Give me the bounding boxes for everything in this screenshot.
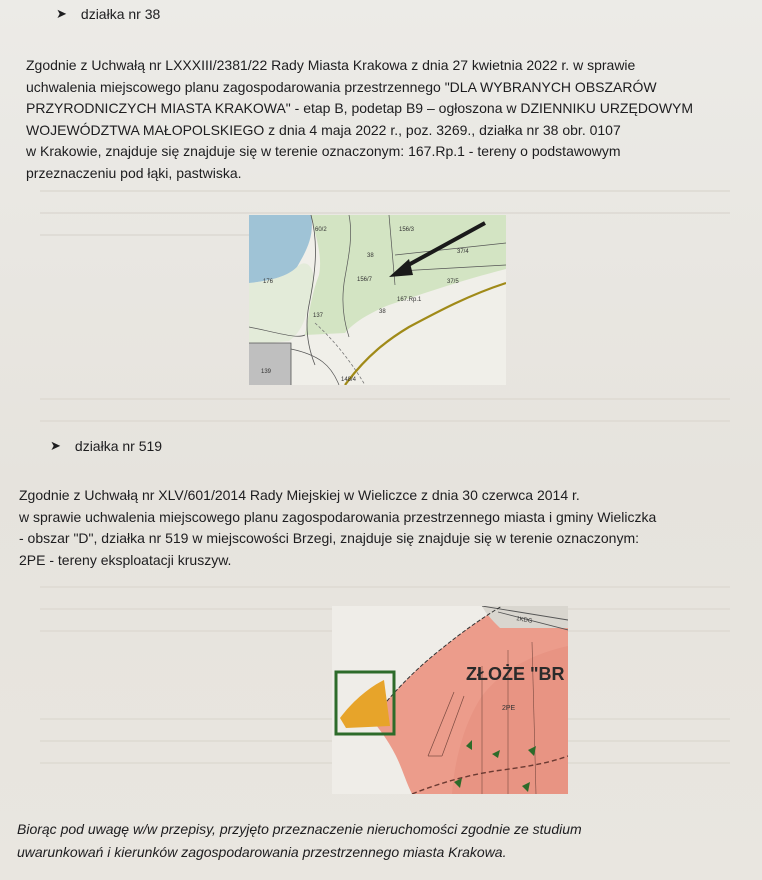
bullet-arrow-icon: ➤ [50,438,61,453]
paragraph-line: Zgodnie z Uchwałą nr XLV/601/2014 Rady Miejskiej w Wieliczce z dnia 30 czerwca 2014 r. [19,487,580,503]
map-label: 139 [261,369,272,375]
map-label: 37/5 [447,279,459,285]
map-zone-code: 2PE [502,705,516,712]
paragraph-line: PRZYRODNICZYCH MIASTA KRAKOWA" - etap B, podetap B9 – ogłoszona w DZIENNIKU URZĘDOWYM [26,100,694,116]
paragraph-line: Zgodnie z Uchwałą nr LXXXIII/2381/22 Rady Miasta Krakowa z dnia 27 kwietnia 2022 r. w sprawie [26,57,636,73]
plan-map-parcel-38 [249,215,506,385]
conclusion-line: uwarunkowań i kierunków zagospodarowania przestrzennego miasta Krakowa. [17,844,507,860]
section-2-paragraph [19,485,739,571]
paragraph-line: WOJEWÓDZTWA MAŁOPOLSKIEGO z dnia 4 maja 2022 r., poz. 3269., działka nr 38 obr. 0107 [26,121,621,138]
map-label: 148/4 [341,377,357,383]
paragraph-line: 2PE - tereny eksploatacji kruszyw. [19,551,232,568]
map-label: 156/7 [357,277,373,283]
map-zone-title: ZŁOŻE "BR [466,664,565,684]
paragraph-line: przeznaczeniu pod łąki, pastwiska. [26,164,242,181]
conclusion-line: Biorąc pod uwagę w/w przepisy, przyjęto przeznaczenie nieruchomości zgodnie ze studium [17,821,582,837]
paragraph-line: w sprawie uchwalenia miejscowego planu zagospodarowania przestrzennego miasta i gminy Wieliczka [19,508,657,525]
bullet-arrow-icon: ➤ [56,6,67,21]
map-label: 60/2 [315,227,327,233]
section-1-heading [56,6,160,22]
conclusion-paragraph [17,818,737,864]
map-label: 167.Rp.1 [397,297,422,303]
map-label: 37/4 [457,249,469,255]
section-1-heading-label: działka nr 38 [80,6,161,22]
map-label: 137 [313,313,324,319]
map-road-label: 1KDG [515,616,533,625]
map-label: 176 [263,279,274,285]
map-label: 38 [367,253,374,259]
section-1-paragraph [26,55,738,184]
map-label: 38 [379,309,386,315]
map-label: 156/3 [399,227,415,233]
paragraph-line: - obszar "D", działka nr 519 w miejscowości Brzegi, znajduje się znajduje się w terenie oznaczonym: [19,530,639,546]
paragraph-line: uchwalenia miejscowego planu zagospodarowania przestrzennego "DLA WYBRANYCH OBSZARÓW [26,78,657,95]
section-2-heading [50,438,162,454]
section-2-heading-label: działka nr 519 [74,438,163,454]
plan-map-parcel-519 [332,606,568,794]
paragraph-line: w Krakowie, znajduje się znajduje się w terenie oznaczonym: 167.Rp.1 - tereny o podstawowym [26,143,621,159]
